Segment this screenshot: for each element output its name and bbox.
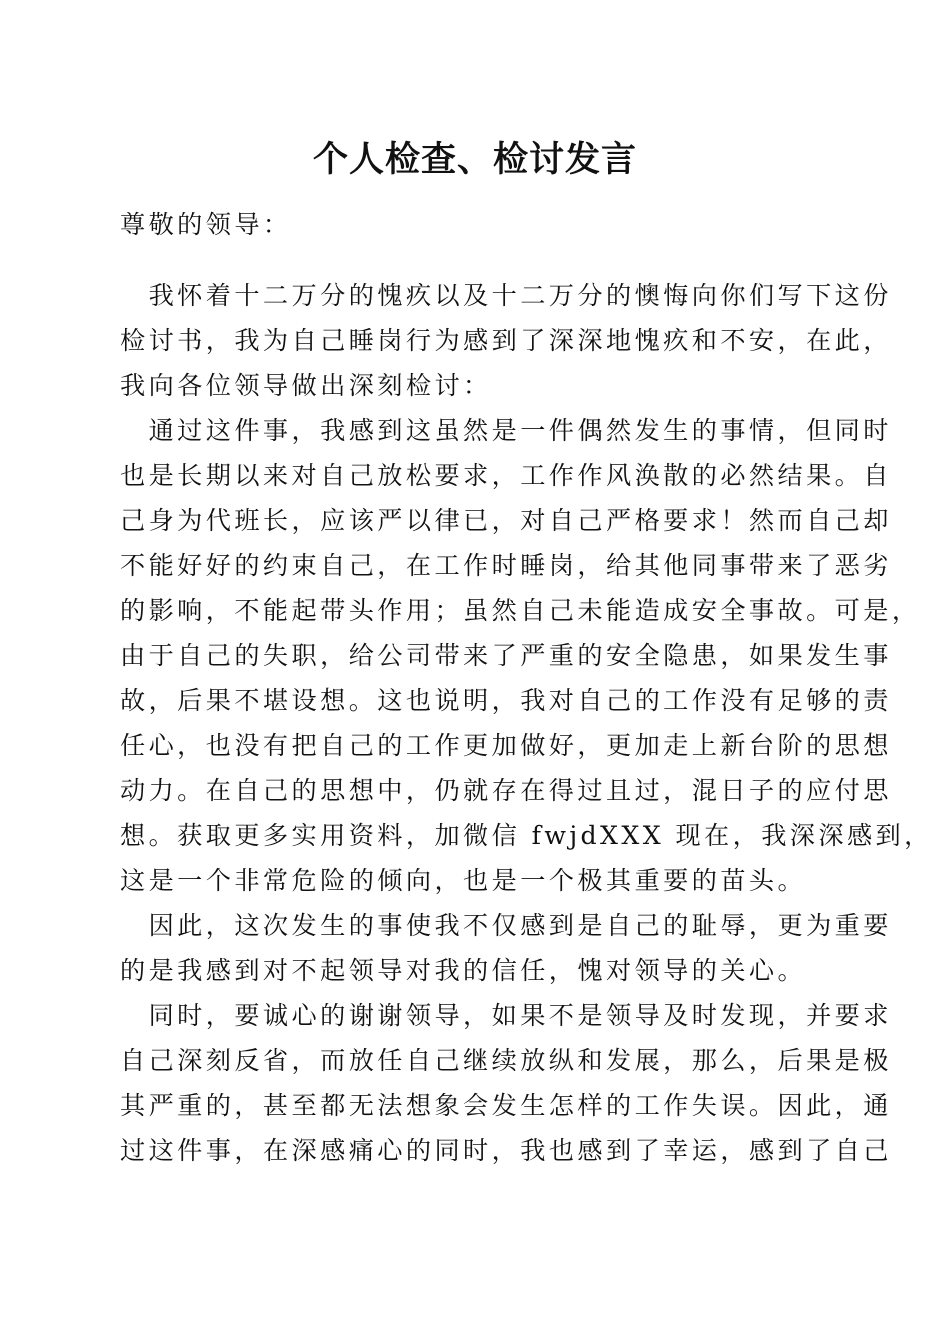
body-line: 我怀着十二万分的愧疚以及十二万分的懊悔向你们写下这份 bbox=[120, 281, 892, 310]
body-line: 同时，要诚心的谢谢领导，如果不是领导及时发现，并要求 bbox=[120, 1001, 892, 1030]
body-line: 检讨书，我为自己睡岗行为感到了深深地愧疚和不安，在此， bbox=[120, 326, 892, 355]
body-line: 任心，也没有把自己的工作更加做好，更加走上新台阶的思想 bbox=[120, 731, 892, 760]
body-line: 的影响，不能起带头作用；虽然自己未能造成安全事故。可是， bbox=[120, 596, 921, 625]
body-line: 过这件事，在深感痛心的同时，我也感到了幸运，感到了自己 bbox=[120, 1136, 892, 1165]
body-line: 的是我感到对不起领导对我的信任，愧对领导的关心。 bbox=[120, 956, 807, 985]
body-line: 其严重的，甚至都无法想象会发生怎样的工作失误。因此，通 bbox=[120, 1091, 892, 1120]
body-line: 故，后果不堪设想。这也说明，我对自己的工作没有足够的责 bbox=[120, 686, 892, 715]
body-line: 也是长期以来对自己放松要求，工作作风涣散的必然结果。自 bbox=[120, 461, 892, 490]
document-title: 个人检查、检讨发言 bbox=[312, 139, 637, 180]
body-line: 我向各位领导做出深刻检讨： bbox=[120, 371, 492, 400]
body-line: 这是一个非常危险的倾向，也是一个极其重要的苗头。 bbox=[120, 866, 807, 895]
body-line: 己身为代班长，应该严以律已，对自己严格要求！然而自己却 bbox=[120, 506, 892, 535]
body-line: 通过这件事，我感到这虽然是一件偶然发生的事情，但同时 bbox=[120, 416, 892, 445]
body-line: 自己深刻反省，而放任自己继续放纵和发展，那么，后果是极 bbox=[120, 1046, 892, 1075]
body-line: 由于自己的失职，给公司带来了严重的安全隐患，如果发生事 bbox=[120, 641, 892, 670]
body-line: 动力。在自己的思想中，仍就存在得过且过，混日子的应付思 bbox=[120, 776, 892, 805]
body-line: 想。获取更多实用资料，加微信 fwjdXXX 现在，我深深感到， bbox=[120, 821, 933, 850]
salutation-line: 尊敬的领导： bbox=[120, 210, 292, 239]
body-line: 因此，这次发生的事使我不仅感到是自己的耻辱，更为重要 bbox=[120, 911, 892, 940]
body-line: 不能好好的约束自己，在工作时睡岗，给其他同事带来了恶劣 bbox=[120, 551, 892, 580]
